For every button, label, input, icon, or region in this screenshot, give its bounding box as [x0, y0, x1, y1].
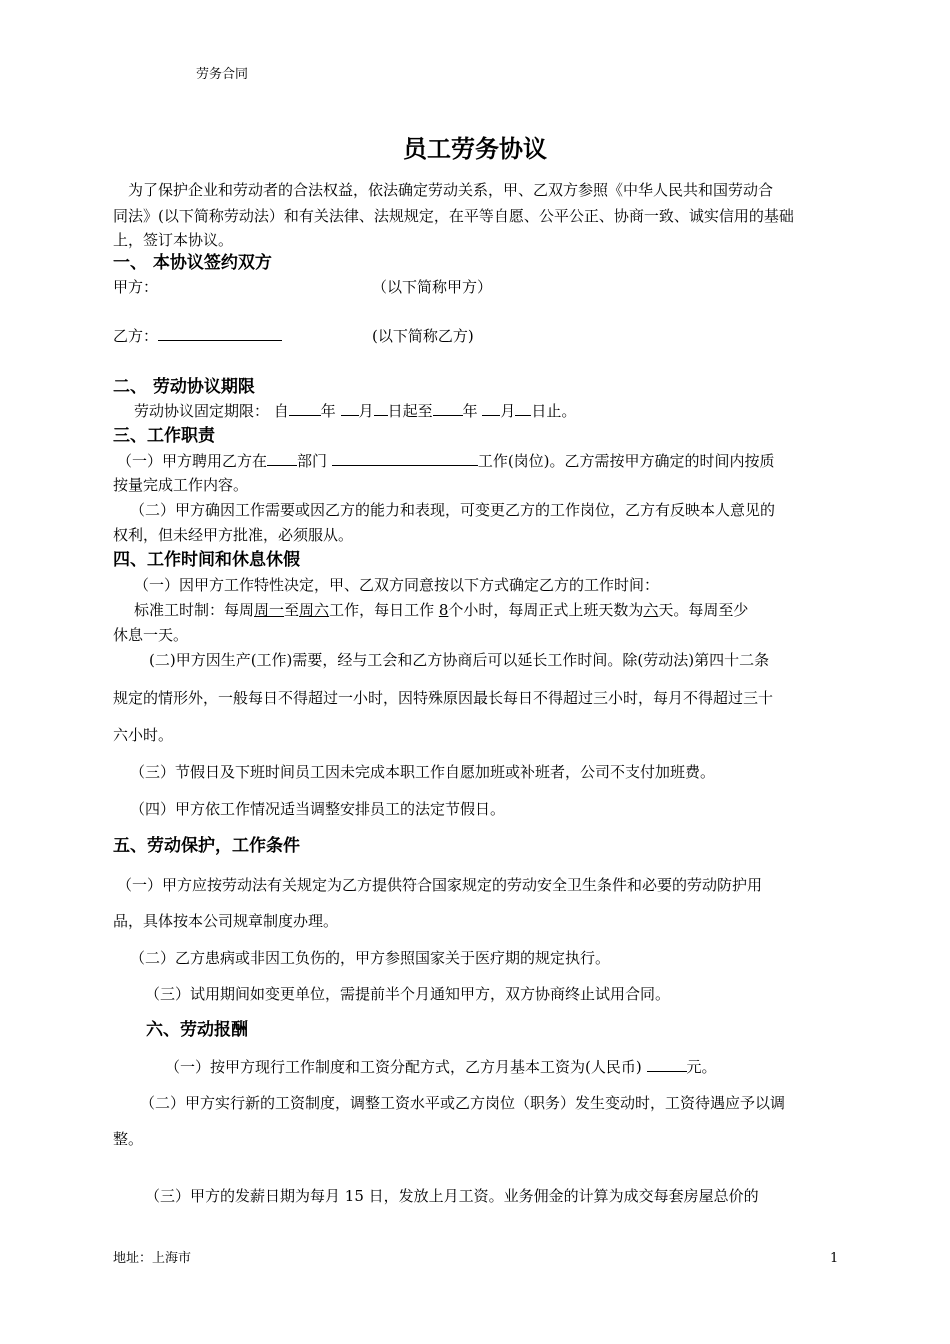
- protection-p3: （三）试用期间如变更单位，需提前半个月通知甲方，双方协商终止试用合同。: [145, 985, 671, 1003]
- party-b-note: (以下简称乙方): [372, 327, 474, 345]
- term-line: [134, 401, 576, 421]
- duty-p2-line2: 权利，但未经甲方批准，必须服从。: [113, 526, 354, 544]
- standard-hours-line-2: 休息一天。: [113, 626, 189, 644]
- std-b: 至: [284, 601, 300, 619]
- section-6-heading: 六、劳动报酬: [146, 1020, 248, 1040]
- hours-p1: （一）因甲方工作特性决定，甲、乙双方同意按以下方式确定乙方的工作时间：: [134, 576, 660, 594]
- party-b-blank[interactable]: [158, 326, 282, 341]
- pay-p1-b: 元。: [686, 1058, 717, 1076]
- page-number: 1: [830, 1251, 839, 1266]
- start-year-blank[interactable]: [289, 401, 321, 416]
- section-2-heading: 二、 劳动协议期限: [113, 377, 255, 397]
- section-3-heading: 三、工作职责: [113, 426, 215, 446]
- duty-p1-line2: 按量完成工作内容。: [113, 476, 249, 494]
- std-d: 个小时，每周正式上班天数为: [448, 601, 644, 619]
- std-c: 工作，每日工作: [329, 601, 439, 619]
- duty-p1-a: （一）甲方聘用乙方在: [117, 452, 268, 470]
- hours-p2-line2: 规定的情形外，一般每日不得超过一小时，因特殊原因最长每日不得超过三小时，每月不得超过三十: [113, 689, 774, 707]
- protection-p1-line2: 品，具体按本公司规章制度办理。: [113, 912, 339, 930]
- intro-line-3: 上，签订本协议。: [113, 231, 234, 249]
- pay-p3: （三）甲方的发薪日期为每月 15 日，发放上月工资。业务佣金的计算为成交每套房屋总价的: [145, 1187, 759, 1205]
- hours-p2-line1: (二)甲方因生产(工作)需要，经与工会和乙方协商后可以延长工作时间。除(劳动法)第四十二条: [149, 651, 770, 669]
- pay-p1: [165, 1057, 717, 1077]
- section-1-heading: 一、 本协议签约双方: [113, 253, 272, 273]
- document-title: 员工劳务协议: [403, 135, 547, 163]
- end-month-blank[interactable]: [482, 401, 500, 416]
- std-from-day: 周一: [254, 601, 285, 619]
- protection-p2: （二）乙方患病或非因工负伤的，甲方参照国家关于医疗期的规定执行。: [130, 949, 611, 967]
- duty-p1-c: 工作(岗位)。乙方需按甲方确定的时间内按质: [477, 452, 775, 470]
- month-label-2: 月: [500, 402, 516, 420]
- end-day-blank[interactable]: [515, 401, 531, 416]
- hours-p2-line3: 六小时。: [113, 726, 174, 744]
- std-a: 标准工时制：每周: [134, 601, 255, 619]
- std-to-day: 周六: [299, 601, 330, 619]
- start-day-blank[interactable]: [374, 401, 388, 416]
- page-header: 劳务合同: [196, 67, 249, 82]
- year-label-2: 年: [462, 402, 478, 420]
- party-a-label: 甲方：: [113, 278, 159, 296]
- pay-p2-line1: （二）甲方实行新的工资制度，调整工资水平或乙方岗位（职务）发生变动时，工资待遇应予以调: [140, 1094, 786, 1112]
- duty-p1-b: 部门: [297, 452, 328, 470]
- end-year-blank[interactable]: [433, 401, 463, 416]
- section-5-heading: 五、劳动保护，工作条件: [113, 836, 300, 856]
- party-b-row: [113, 326, 282, 346]
- month-label: 月: [358, 402, 374, 420]
- start-month-blank[interactable]: [341, 401, 359, 416]
- std-e: 天。每周至少: [658, 601, 749, 619]
- day-end-label: 日止。: [531, 402, 577, 420]
- pay-p2-line2: 整。: [113, 1130, 144, 1148]
- pay-p1-a: （一）按甲方现行工作制度和工资分配方式，乙方月基本工资为(人民币): [165, 1058, 642, 1076]
- protection-p1-line1: （一）甲方应按劳动法有关规定为乙方提供符合国家规定的劳动安全卫生条件和必要的劳动防护用: [117, 876, 763, 894]
- day-to-label: 日起至: [387, 402, 433, 420]
- std-days: 六: [643, 601, 659, 619]
- standard-hours-line: [134, 600, 748, 620]
- std-hours: 8: [438, 601, 449, 619]
- section-4-heading: 四、工作时间和休息休假: [113, 550, 300, 570]
- base-salary-blank[interactable]: [647, 1057, 687, 1072]
- department-blank[interactable]: [267, 451, 297, 466]
- footer-address: 地址：上海市: [113, 1251, 192, 1266]
- year-label: 年: [320, 402, 336, 420]
- party-b-label: 乙方：: [113, 327, 159, 345]
- duty-p1-line1: [117, 451, 775, 471]
- term-prefix: 劳动协议固定期限： 自: [134, 402, 289, 420]
- duty-p2-line1: （二）甲方确因工作需要或因乙方的能力和表现，可变更乙方的工作岗位，乙方有反映本人意见的: [130, 501, 776, 519]
- hours-p4: （四）甲方依工作情况适当调整安排员工的法定节假日。: [130, 800, 506, 818]
- party-a-note: （以下简称甲方）: [372, 278, 493, 296]
- hours-p3: （三）节假日及下班时间员工因未完成本职工作自愿加班或补班者，公司不支付加班费。: [130, 763, 716, 781]
- position-blank[interactable]: [332, 451, 478, 466]
- intro-line-2: 同法》(以下简称劳动法）和有关法律、法规规定，在平等自愿、公平公正、协商一致、诚实信用的基础: [113, 207, 794, 225]
- intro-line-1: 为了保护企业和劳动者的合法权益，依法确定劳动关系，甲、乙双方参照《中华人民共和国劳动合: [128, 181, 774, 199]
